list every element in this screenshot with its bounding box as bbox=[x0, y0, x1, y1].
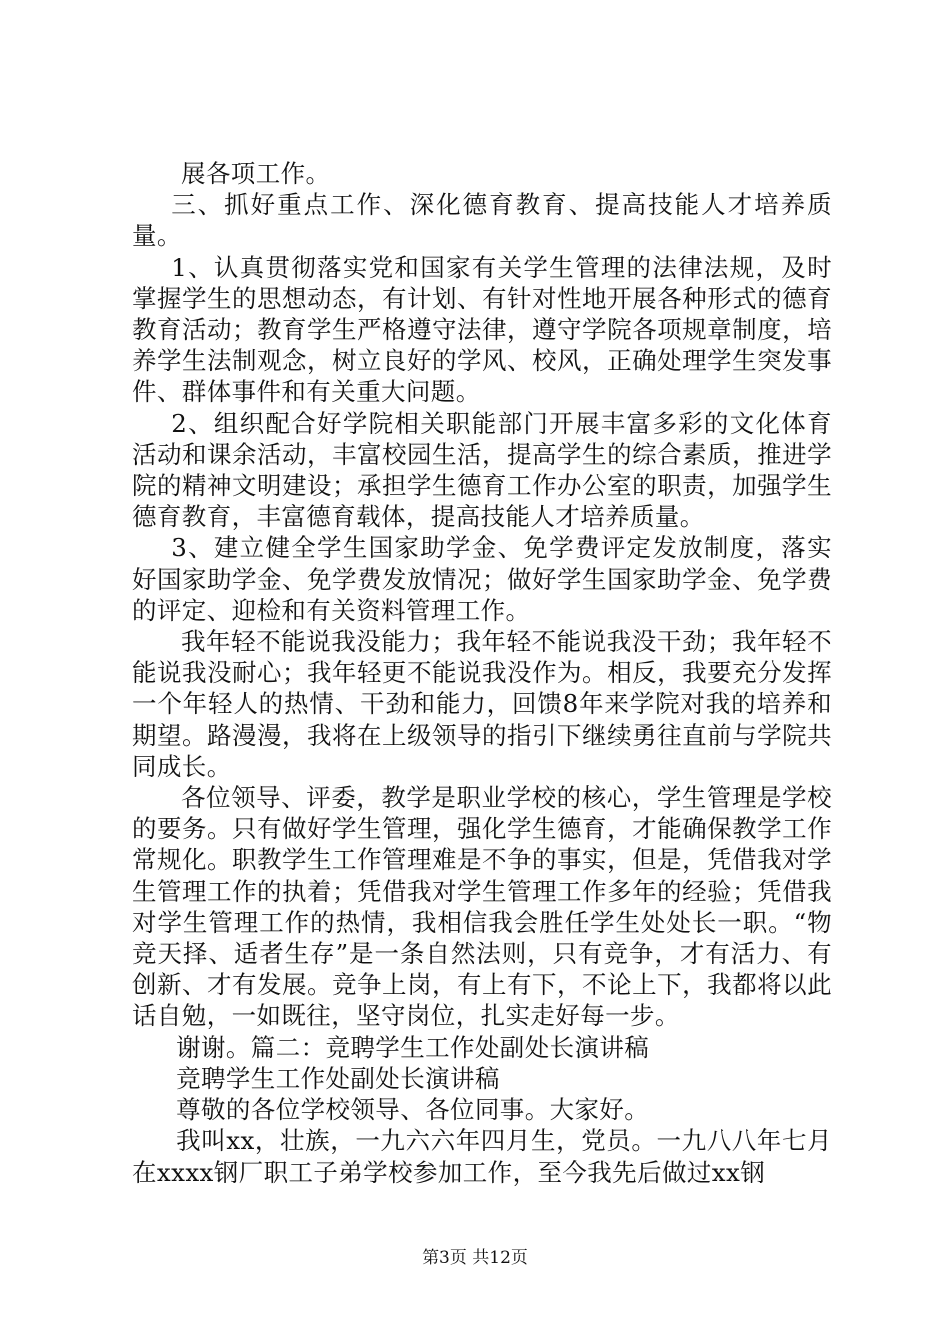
paragraph-11: 我叫xx，壮族，一九六六年四月生，党员。一九八八年七月在xxxx钢厂职工子弟学校参加工作，至今我先后做过xx钢 bbox=[132, 1126, 832, 1187]
document-body bbox=[132, 158, 832, 1188]
paragraph-9: 竞聘学生工作处副处长演讲稿 bbox=[176, 1063, 500, 1093]
paragraph-2: 三、抓好重点工作、深化德育教育、提高技能人才培养质量。 bbox=[132, 190, 832, 251]
paragraph-10: 尊敬的各位学校领导、各位同事。大家好。 bbox=[176, 1095, 650, 1125]
paragraph-6: 我年轻不能说我没能力；我年轻不能说我没干劲；我年轻不能说我没耐心；我年轻更不能说我没作为。相反，我要充分发挥一个年轻人的热情、干劲和能力，回馈8年来学院对我的培养和期望。路漫漫，我将在上级领导的指引下继续勇往直前与学院共同成长。 bbox=[132, 627, 832, 781]
paragraph-5: 3、建立健全学生国家助学金、免学费评定发放制度，落实好国家助学金、免学费发放情况；做好学生国家助学金、免学费的评定、迎检和有关资料管理工作。 bbox=[132, 533, 832, 625]
paragraph-3: 1、认真贯彻落实党和国家有关学生管理的法律法规，及时掌握学生的思想动态，有计划、有针对性地开展各种形式的德育教育活动；教育学生严格遵守法律，遵守学院各项规章制度，培养学生法制观念，树立良好的学风、校风，正确处理学生突发事件、群体事件和有关重大问题。 bbox=[132, 252, 832, 407]
paragraph-1: 展各项工作。 bbox=[181, 159, 331, 188]
paragraph-4: 2、组织配合好学院相关职能部门开展丰富多彩的文化体育活动和课余活动，丰富校园生活，提高学生的综合素质，推进学院的精神文明建设；承担学生德育工作办公室的职责，加强学生德育教育，丰富德育载体，提高技能人才培养质量。 bbox=[132, 408, 832, 532]
page-footer: 第3页 共12页 bbox=[422, 1248, 528, 1268]
paragraph-8: 谢谢。篇二：竞聘学生工作处副处长演讲稿 bbox=[176, 1032, 650, 1062]
paragraph-7: 各位领导、评委，教学是职业学校的核心，学生管理是学校的要务。只有做好学生管理，强化学生德育，才能确保教学工作常规化。职教学生工作管理难是不争的事实，但是，凭借我对学生管理工作的执着；凭借我对学生管理工作多年的经验；凭借我对学生管理工作的热情，我相信我会胜任学生处处长一职。“物竞天择、适者生存”是一条自然法则，只有竞争，才有活力、有创新、才有发展。竞争上岗，有上有下，不论上下，我都将以此话自勉，一如既往，坚守岗位，扎实走好每一步。 bbox=[132, 783, 832, 1031]
